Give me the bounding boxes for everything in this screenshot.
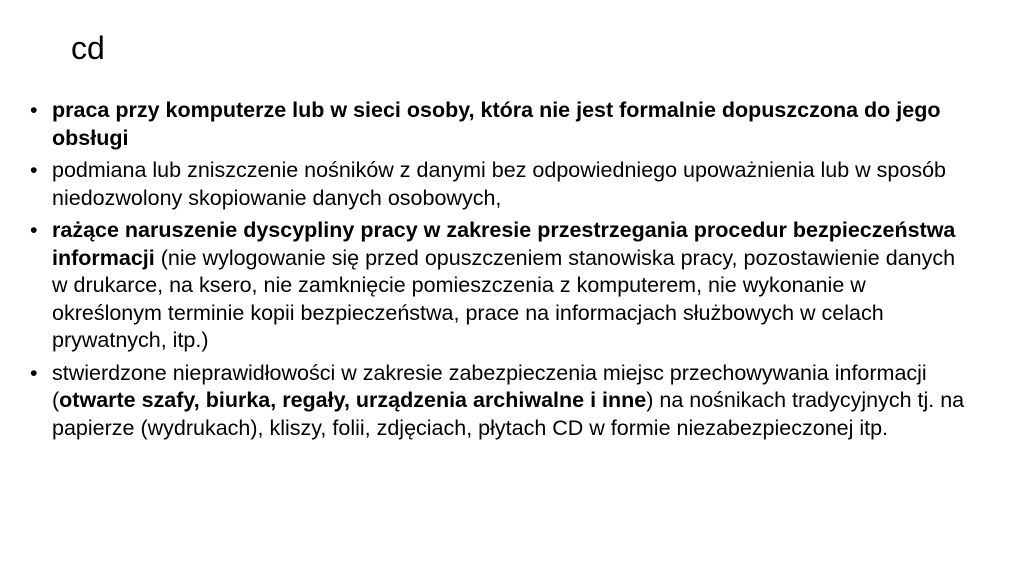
bullet-list [30, 97, 965, 447]
list-item-bold-text: otwarte szafy, biurka, regały, urządzenia archiwalne i inne [59, 388, 647, 412]
list-item [30, 157, 965, 212]
list-item-text: ) na nośnikach tradycyjnych tj. na papierze (wydrukach), kliszy, folii, zdjęciach, płytach CD w formie niezabezpieczonej itp. [52, 388, 965, 440]
bullet-icon: • [30, 218, 38, 242]
list-item-text: (nie wylogowanie się przed opuszczeniem stanowiska pracy, pozostawienie danych w drukarce, na ksero, nie zamknięcie pomieszczenia z komputerem, nie wykonanie w określonym terminie kopii bezpieczeństwa, prace na informacjach służbowych w celach prywatnych, itp.) [52, 245, 956, 352]
list-item-text: podmiana lub zniszczenie nośników z danymi bez odpowiedniego upoważnienia lub w sposób niedozwolony skopiowanie danych osobowych, [52, 158, 947, 210]
list-item [30, 360, 965, 443]
list-item [30, 97, 965, 152]
list-item-text: stwierdzone nieprawidłowości w zakresie zabezpieczenia miejsc przechowywania informacji ( [52, 360, 927, 412]
bullet-icon: • [30, 98, 38, 122]
list-item-bold-text: rażące naruszenie dyscypliny pracy w zakresie przestrzegania procedur bezpieczeństwa informacji [52, 218, 956, 270]
list-item-bold-text: praca przy komputerze lub w sieci osoby, która nie jest formalnie dopuszczona do jego obsługi [52, 98, 941, 150]
slide-title: cd [71, 30, 105, 66]
list-item [30, 217, 965, 355]
bullet-icon: • [30, 158, 38, 182]
bullet-icon: • [30, 360, 38, 385]
